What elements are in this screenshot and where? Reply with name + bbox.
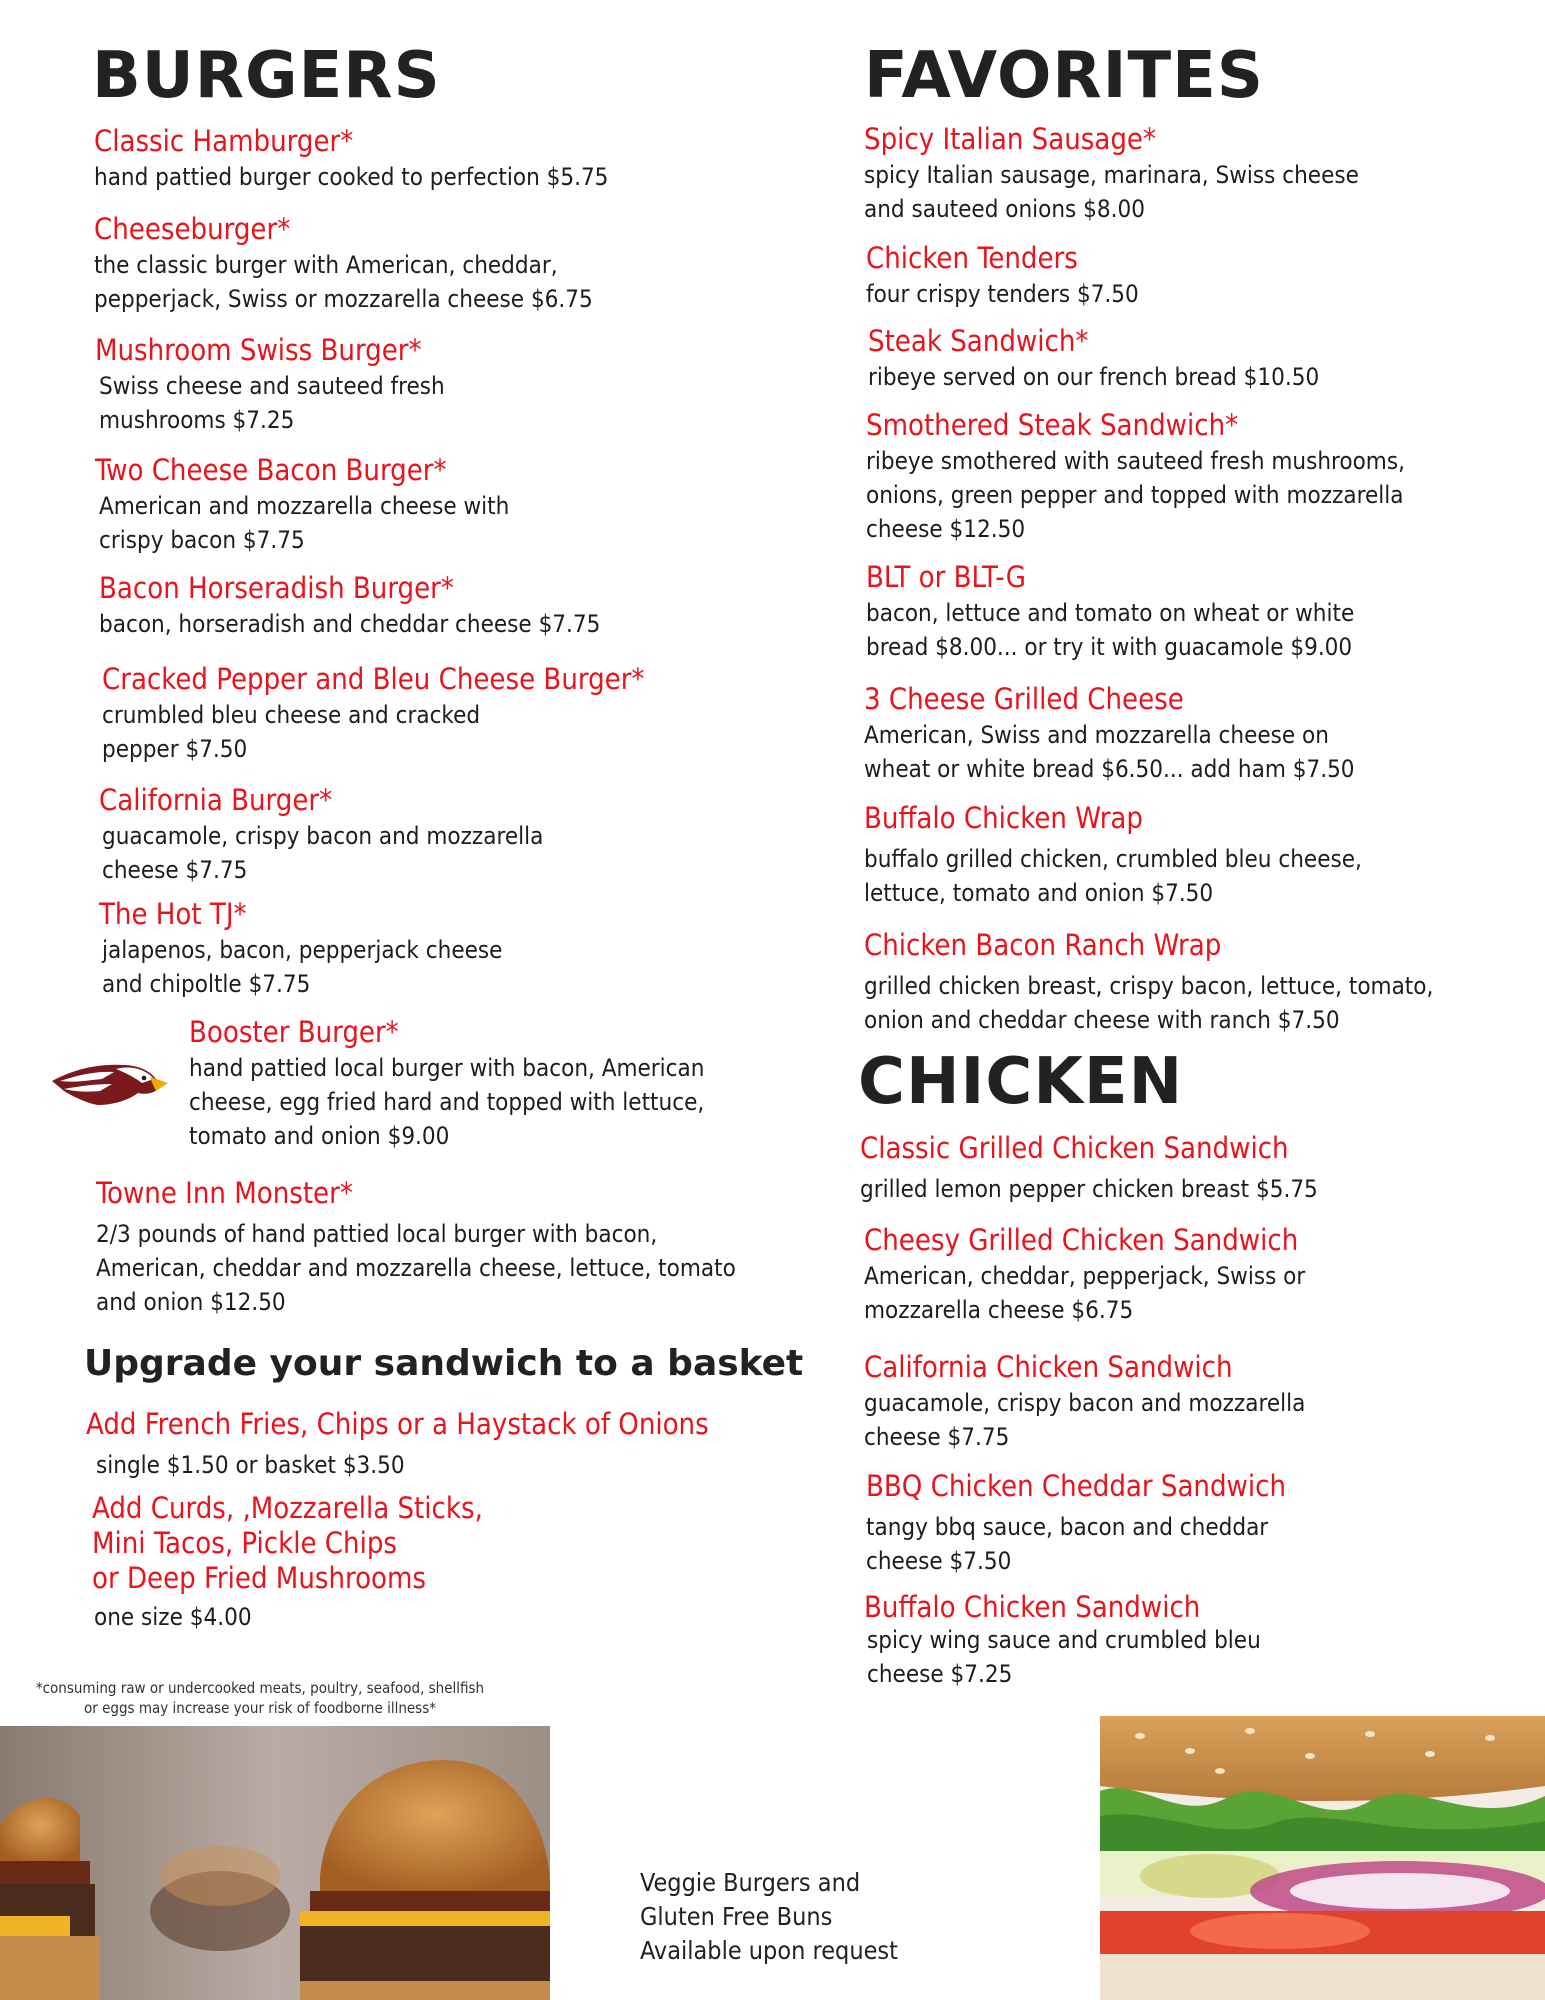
item-name: BLT or BLT-G [866,560,1027,594]
item-description: guacamole, crispy bacon and mozzarella cheese $7.75 [102,822,544,884]
item-description: guacamole, crispy bacon and mozzarella cheese $7.75 [864,1389,1306,1451]
item-name: Buffalo Chicken Sandwich [864,1590,1201,1624]
upgrade-option-price: one size $4.00 [94,1603,252,1631]
menu-item [860,1132,1318,1206]
item-name: Two Cheese Bacon Burger* [95,453,447,487]
menu-item [864,1591,1261,1691]
item-name: California Burger* [99,783,333,817]
menu-item [864,1224,1305,1327]
item-description: crumbled bleu cheese and cracked pepper $7.50 [102,701,481,763]
menu-item [868,325,1319,394]
item-name: Chicken Tenders [866,241,1078,275]
item-description: Swiss cheese and sauteed fresh mushrooms $7.25 [99,372,445,434]
item-description: spicy Italian sausage, marinara, Swiss cheese and sauteed onions $8.00 [864,161,1359,223]
upgrade-option-name: Add Curds, ,Mozzarella Sticks, Mini Tacos, Pickle Chips or Deep Fried Mushrooms [92,1491,483,1595]
item-name: Steak Sandwich* [868,324,1089,358]
menu-item [866,1470,1286,1578]
item-description: grilled lemon pepper chicken breast $5.75 [860,1175,1318,1203]
item-name: Cracked Pepper and Bleu Cheese Burger* [102,662,645,696]
item-name: Classic Grilled Chicken Sandwich [860,1131,1289,1165]
upgrade-option-price: single $1.50 or basket $3.50 [96,1451,405,1479]
item-name: The Hot TJ* [99,897,247,931]
item-name: Cheesy Grilled Chicken Sandwich [864,1223,1299,1257]
item-name: BBQ Chicken Cheddar Sandwich [866,1469,1287,1503]
burger-sliders-photo [0,1726,550,2000]
item-name: Booster Burger* [189,1015,399,1049]
favorites-heading: FAVORITES [864,39,1264,113]
menu-item [866,561,1354,664]
menu-item [864,123,1359,226]
menu-item [189,1016,704,1153]
item-name: Buffalo Chicken Wrap [864,801,1143,835]
item-description: tangy bbq sauce, bacon and cheddar cheese $7.50 [866,1513,1269,1575]
menu-item [102,663,644,766]
item-description: bacon, lettuce and tomato on wheat or white bread $8.00... or try it with guacamole $9.00 [866,599,1355,661]
menu-item [96,1177,736,1319]
item-name: Bacon Horseradish Burger* [99,571,454,605]
dietary-note: Veggie Burgers and Gluten Free Buns Available upon request [640,1868,898,1965]
item-name: Chicken Bacon Ranch Wrap [864,928,1222,962]
item-name: Classic Hamburger* [94,124,354,158]
item-description: spicy wing sauce and crumbled bleu cheese $7.25 [867,1626,1261,1688]
item-description: bacon, horseradish and cheddar cheese $7.75 [99,610,601,638]
sandwich-photo [1100,1716,1545,2000]
menu-item [99,572,600,641]
item-description: jalapenos, bacon, pepperjack cheese and chipoltle $7.75 [102,936,503,998]
upgrade-option-name: Add French Fries, Chips or a Haystack of Onions [86,1407,709,1441]
menu-item [864,929,1433,1037]
item-description: hand pattied burger cooked to perfection $5.75 [94,163,609,191]
menu-item [864,1351,1305,1454]
menu-item [866,409,1405,546]
menu-item [866,242,1139,311]
menu-item [95,454,509,557]
menu-item [94,125,608,194]
item-description: American, Swiss and mozzarella cheese on wheat or white bread $6.50... add ham $7.50 [864,721,1355,783]
item-name: Cheeseburger* [94,212,291,246]
disclaimer: *consuming raw or undercooked meats, poultry, seafood, shellfish or eggs may increase your risk of foodborne illness* [35,1679,485,1717]
chicken-heading: CHICKEN [858,1045,1184,1119]
item-name: Smothered Steak Sandwich* [866,408,1239,442]
item-description: buffalo grilled chicken, crumbled bleu cheese, lettuce, tomato and onion $7.50 [864,845,1362,907]
menu-item [99,898,502,1001]
item-description: American, cheddar, pepperjack, Swiss or mozzarella cheese $6.75 [864,1262,1306,1324]
item-description: four crispy tenders $7.50 [866,280,1139,308]
menu-item [864,683,1355,786]
menu-item [94,213,593,316]
menu-item [864,802,1362,910]
item-name: 3 Cheese Grilled Cheese [864,682,1184,716]
item-name: Mushroom Swiss Burger* [95,333,422,367]
item-description: hand pattied local burger with bacon, American cheese, egg fried hard and topped with lettuce, tomato and onion $9.00 [189,1054,705,1150]
item-description: ribeye smothered with sauteed fresh mushrooms, onions, green pepper and topped with mozzarella cheese $12.50 [866,447,1405,543]
item-name: Spicy Italian Sausage* [864,122,1156,156]
item-description: grilled chicken breast, crispy bacon, lettuce, tomato, onion and cheddar cheese with ranch $7.50 [864,972,1434,1034]
item-name: Towne Inn Monster* [96,1176,353,1210]
item-description: American and mozzarella cheese with crispy bacon $7.75 [99,492,510,554]
item-description: the classic burger with American, cheddar, pepperjack, Swiss or mozzarella cheese $6.75 [94,251,593,313]
eagle-logo-icon [50,1053,168,1111]
item-name: California Chicken Sandwich [864,1350,1233,1384]
menu-item [99,784,543,887]
burgers-heading: BURGERS [92,39,441,113]
item-description: ribeye served on our french bread $10.50 [868,363,1320,391]
item-description: 2/3 pounds of hand pattied local burger with bacon, American, cheddar and mozzarella cheese, lettuce, tomato and onion $12.50 [96,1220,736,1316]
upgrade-heading: Upgrade your sandwich to a basket [84,1343,804,1384]
menu-item [95,334,445,437]
